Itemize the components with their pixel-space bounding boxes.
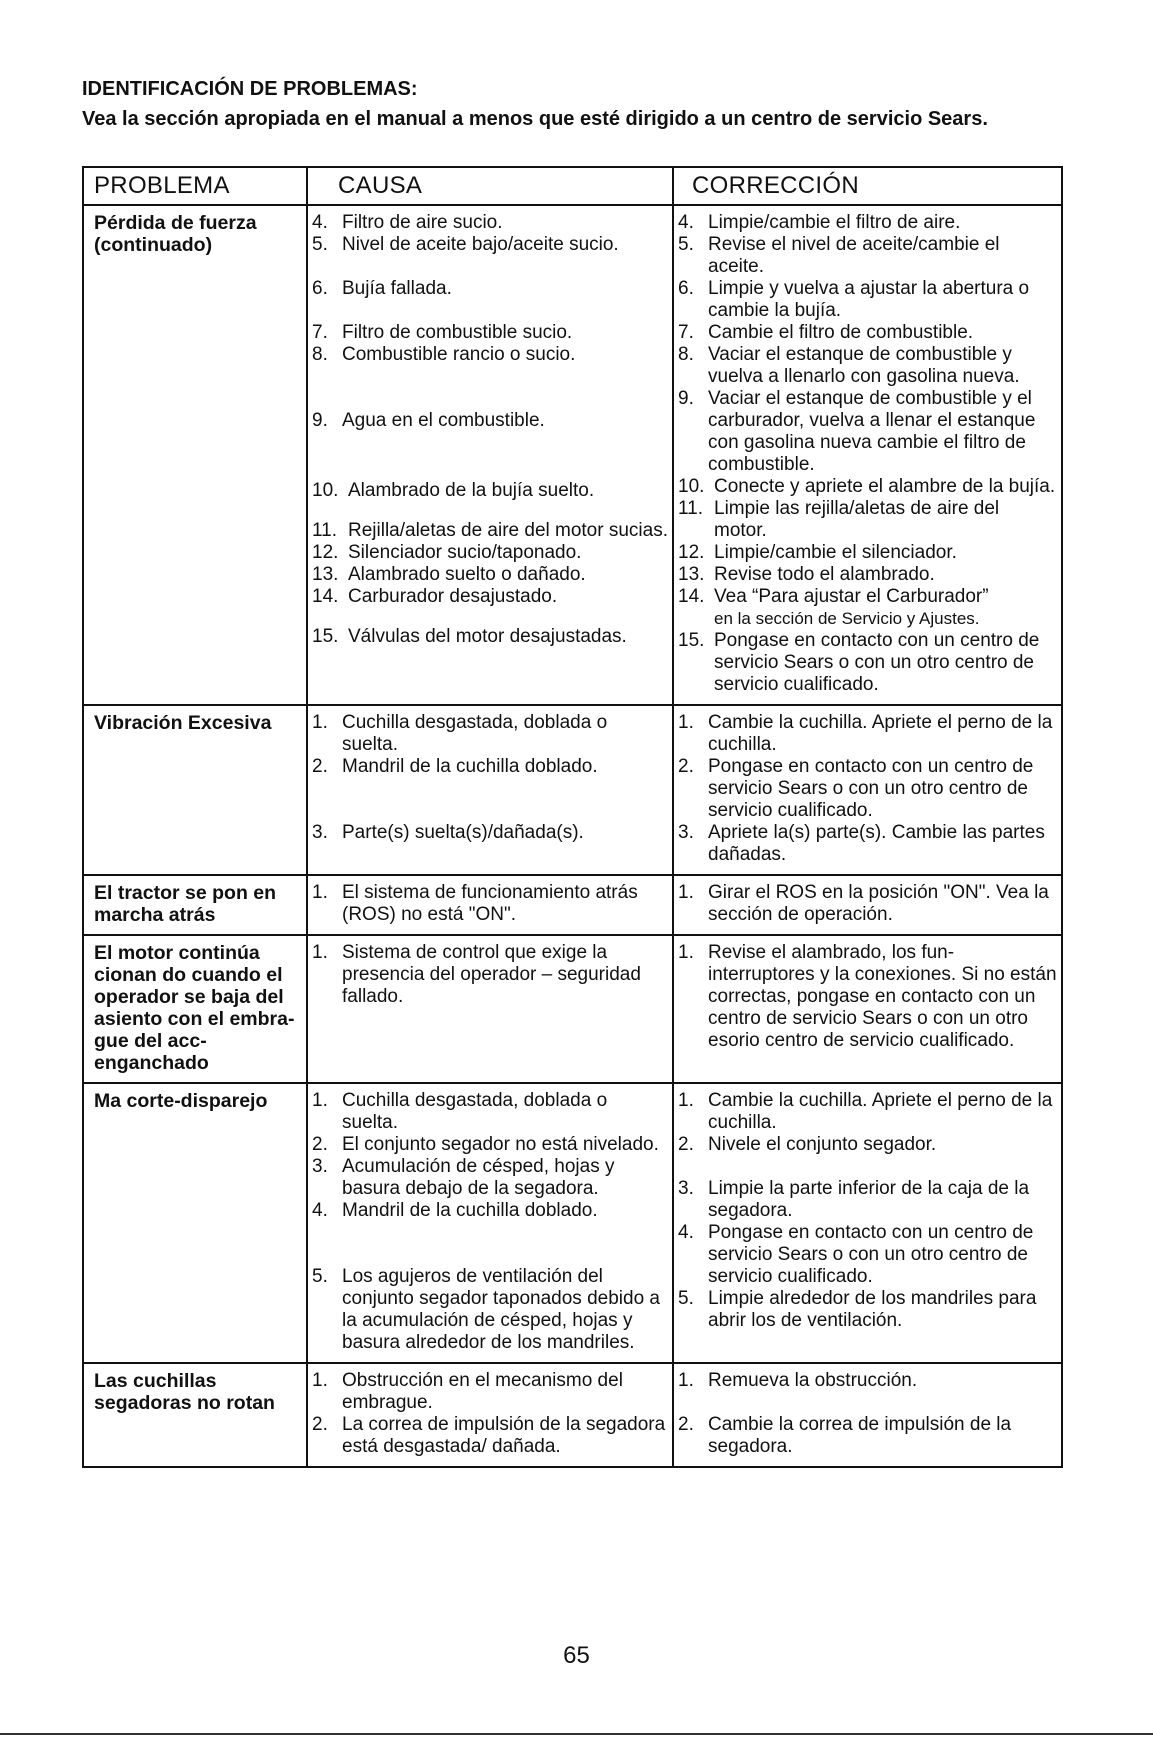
table-row xyxy=(83,935,1062,1083)
list-item: 4. Limpie/cambie el filtro de aire. xyxy=(678,212,961,233)
page-subheading: Vea la sección apropiada en el manual a menos que esté dirigido a un centro de servicio Sears. xyxy=(82,108,988,130)
list-item: 3. Acumulación de césped, hojas y basura debajo de la segadora. xyxy=(312,1156,615,1199)
table-row xyxy=(83,1363,1062,1467)
problem-cell: Ma corte-disparejo xyxy=(83,1083,307,1363)
table-row xyxy=(83,705,1062,875)
list-item: 10. Alambrado de la bujía suelto. xyxy=(312,480,595,501)
header-fix: CORRECCIÓN xyxy=(673,167,1062,205)
list-item: 12. Silenciador sucio/taponado. xyxy=(312,542,582,563)
list-item: 15. Válvulas del motor desajustadas. xyxy=(312,626,627,647)
list-item: 1. Revise el alambrado, los fun- interruptores y la conexiones. Si no están correctas, pongase en contacto con un centro de servicio Sears o con un otro esorio centro de servicio cualificado. xyxy=(678,942,1057,1051)
list-item: 2. La correa de impulsión de la segadora está desgastada/ dañada. xyxy=(312,1414,666,1457)
list-item: 6. Limpie y vuelva a ajustar la abertura o cambie la bujía. xyxy=(678,278,1030,321)
list-item: 2. Cambie la correa de impulsión de la segadora. xyxy=(678,1414,1012,1457)
list-item: 13. Revise todo el alambrado. xyxy=(678,564,935,585)
list-item: 6. Bujía fallada. xyxy=(312,278,452,299)
list-item: 7. Filtro de combustible sucio. xyxy=(312,322,573,343)
list-item: 1. Girar el ROS en la posición "ON". Vea la sección de operación. xyxy=(678,882,1049,925)
list-item: 12. Limpie/cambie el silenciador. xyxy=(678,542,957,563)
table-header-row xyxy=(83,167,1062,205)
cause-cell xyxy=(307,875,673,935)
list-item: 1. Cambie la cuchilla. Apriete el perno de la cuchilla. xyxy=(678,1090,1053,1133)
bottom-divider xyxy=(0,1733,1153,1735)
list-item: 3. Parte(s) suelta(s)/dañada(s). xyxy=(312,822,584,843)
list-item: 8. Combustible rancio o sucio. xyxy=(312,344,576,365)
fix-cell xyxy=(673,1363,1062,1467)
list-item: 9. Agua en el combustible. xyxy=(312,410,545,431)
fix-cell xyxy=(673,1083,1062,1363)
list-item: 8. Vaciar el estanque de combustible y vuelva a llenarlo con gasolina nueva. xyxy=(678,344,1020,387)
list-item: 3. Limpie la parte inferior de la caja de la segadora. xyxy=(678,1178,1030,1221)
cause-cell xyxy=(307,705,673,875)
problem-cell: El tractor se pon en marcha atrás xyxy=(83,875,307,935)
table-row xyxy=(83,875,1062,935)
list-item: 10. Conecte y apriete el alambre de la bujía. xyxy=(678,476,1056,497)
list-item: 1. Sistema de control que exige la presencia del operador – seguridad fallado. xyxy=(312,942,641,1007)
troubleshooting-table xyxy=(82,166,1063,1468)
list-item: 2. Pongase en contacto con un centro de servicio Sears o con un otro centro de servicio cualificado. xyxy=(678,756,1034,821)
list-item: 4. Mandril de la cuchilla doblado. xyxy=(312,1200,598,1221)
list-item: 1. Cuchilla desgastada, doblada o suelta. xyxy=(312,1090,608,1133)
list-item: 15. Pongase en contacto con un centro de servicio Sears o con un otro centro de servicio cualificado. xyxy=(678,630,1040,695)
list-item: 9. Vaciar el estanque de combustible y el carburador, vuelva a llenar el estanque con gasolina nueva cambie el filtro de combustible. xyxy=(678,388,1036,475)
list-item: 14. Carburador desajustado. xyxy=(312,586,558,607)
list-item: 2. Mandril de la cuchilla doblado. xyxy=(312,756,598,777)
list-item: 1. El sistema de funcionamiento atrás (ROS) no está "ON". xyxy=(312,882,638,925)
problem-cell: Vibración Excesiva xyxy=(83,705,307,875)
list-item: 7. Cambie el filtro de combustible. xyxy=(678,322,974,343)
list-item: 4. Filtro de aire sucio. xyxy=(312,212,503,233)
problem-cell: Pérdida de fuerza (continuado) xyxy=(83,205,307,705)
header-cause: CAUSA xyxy=(307,167,673,205)
list-item: 2. Nivele el conjunto segador. xyxy=(678,1134,937,1155)
page-heading: IDENTIFICACIÓN DE PROBLEMAS: xyxy=(82,78,418,100)
fix-cell xyxy=(673,935,1062,1083)
list-item: 3. Apriete la(s) parte(s). Cambie las partes dañadas. xyxy=(678,822,1045,865)
list-item: 13. Alambrado suelto o dañado. xyxy=(312,564,586,585)
problem-cell: El motor continúa cionan do cuando el operador se baja del asiento con el embra-gue del acc-enganchado xyxy=(83,935,307,1083)
list-item: 1. Obstrucción en el mecanismo del embrague. xyxy=(312,1370,623,1413)
list-item: 5. Revise el nivel de aceite/cambie el aceite. xyxy=(678,234,1000,277)
list-item: 1. Remueva la obstrucción. xyxy=(678,1370,918,1391)
list-item: 1. Cuchilla desgastada, doblada o suelta. xyxy=(312,712,608,755)
table-row xyxy=(83,205,1062,705)
fix-cell xyxy=(673,205,1062,705)
list-item: 5. Nivel de aceite bajo/aceite sucio. xyxy=(312,234,619,255)
problem-cell: Las cuchillas segadoras no rotan xyxy=(83,1363,307,1467)
list-item: 4. Pongase en contacto con un centro de servicio Sears o con un otro centro de servicio cualificado. xyxy=(678,1222,1034,1287)
list-item: 1. Cambie la cuchilla. Apriete el perno de la cuchilla. xyxy=(678,712,1053,755)
list-item: 11. Limpie las rejilla/aletas de aire del motor. xyxy=(678,498,1000,541)
list-item: 2. El conjunto segador no está nivelado. xyxy=(312,1134,659,1155)
cause-cell xyxy=(307,205,673,705)
cause-cell xyxy=(307,935,673,1083)
list-item: 5. Limpie alrededor de los mandriles para abrir los de ventilación. xyxy=(678,1288,1037,1331)
fix-cell xyxy=(673,875,1062,935)
page-number: 65 xyxy=(563,1642,590,1669)
table-row xyxy=(83,1083,1062,1363)
list-item: 11. Rejilla/aletas de aire del motor sucias. xyxy=(312,520,668,541)
list-item: 5. Los agujeros de ventilación del conjunto segador taponados debido a la acumulación de césped, hojas y basura alrededor de los mandriles. xyxy=(312,1266,660,1353)
list-item: 14. Vea “Para ajustar el Carburador” en la sección de Servicio y Ajustes. xyxy=(678,586,989,628)
header-problem: PROBLEMA xyxy=(83,167,307,205)
cause-cell xyxy=(307,1083,673,1363)
cause-cell xyxy=(307,1363,673,1467)
fix-cell xyxy=(673,705,1062,875)
